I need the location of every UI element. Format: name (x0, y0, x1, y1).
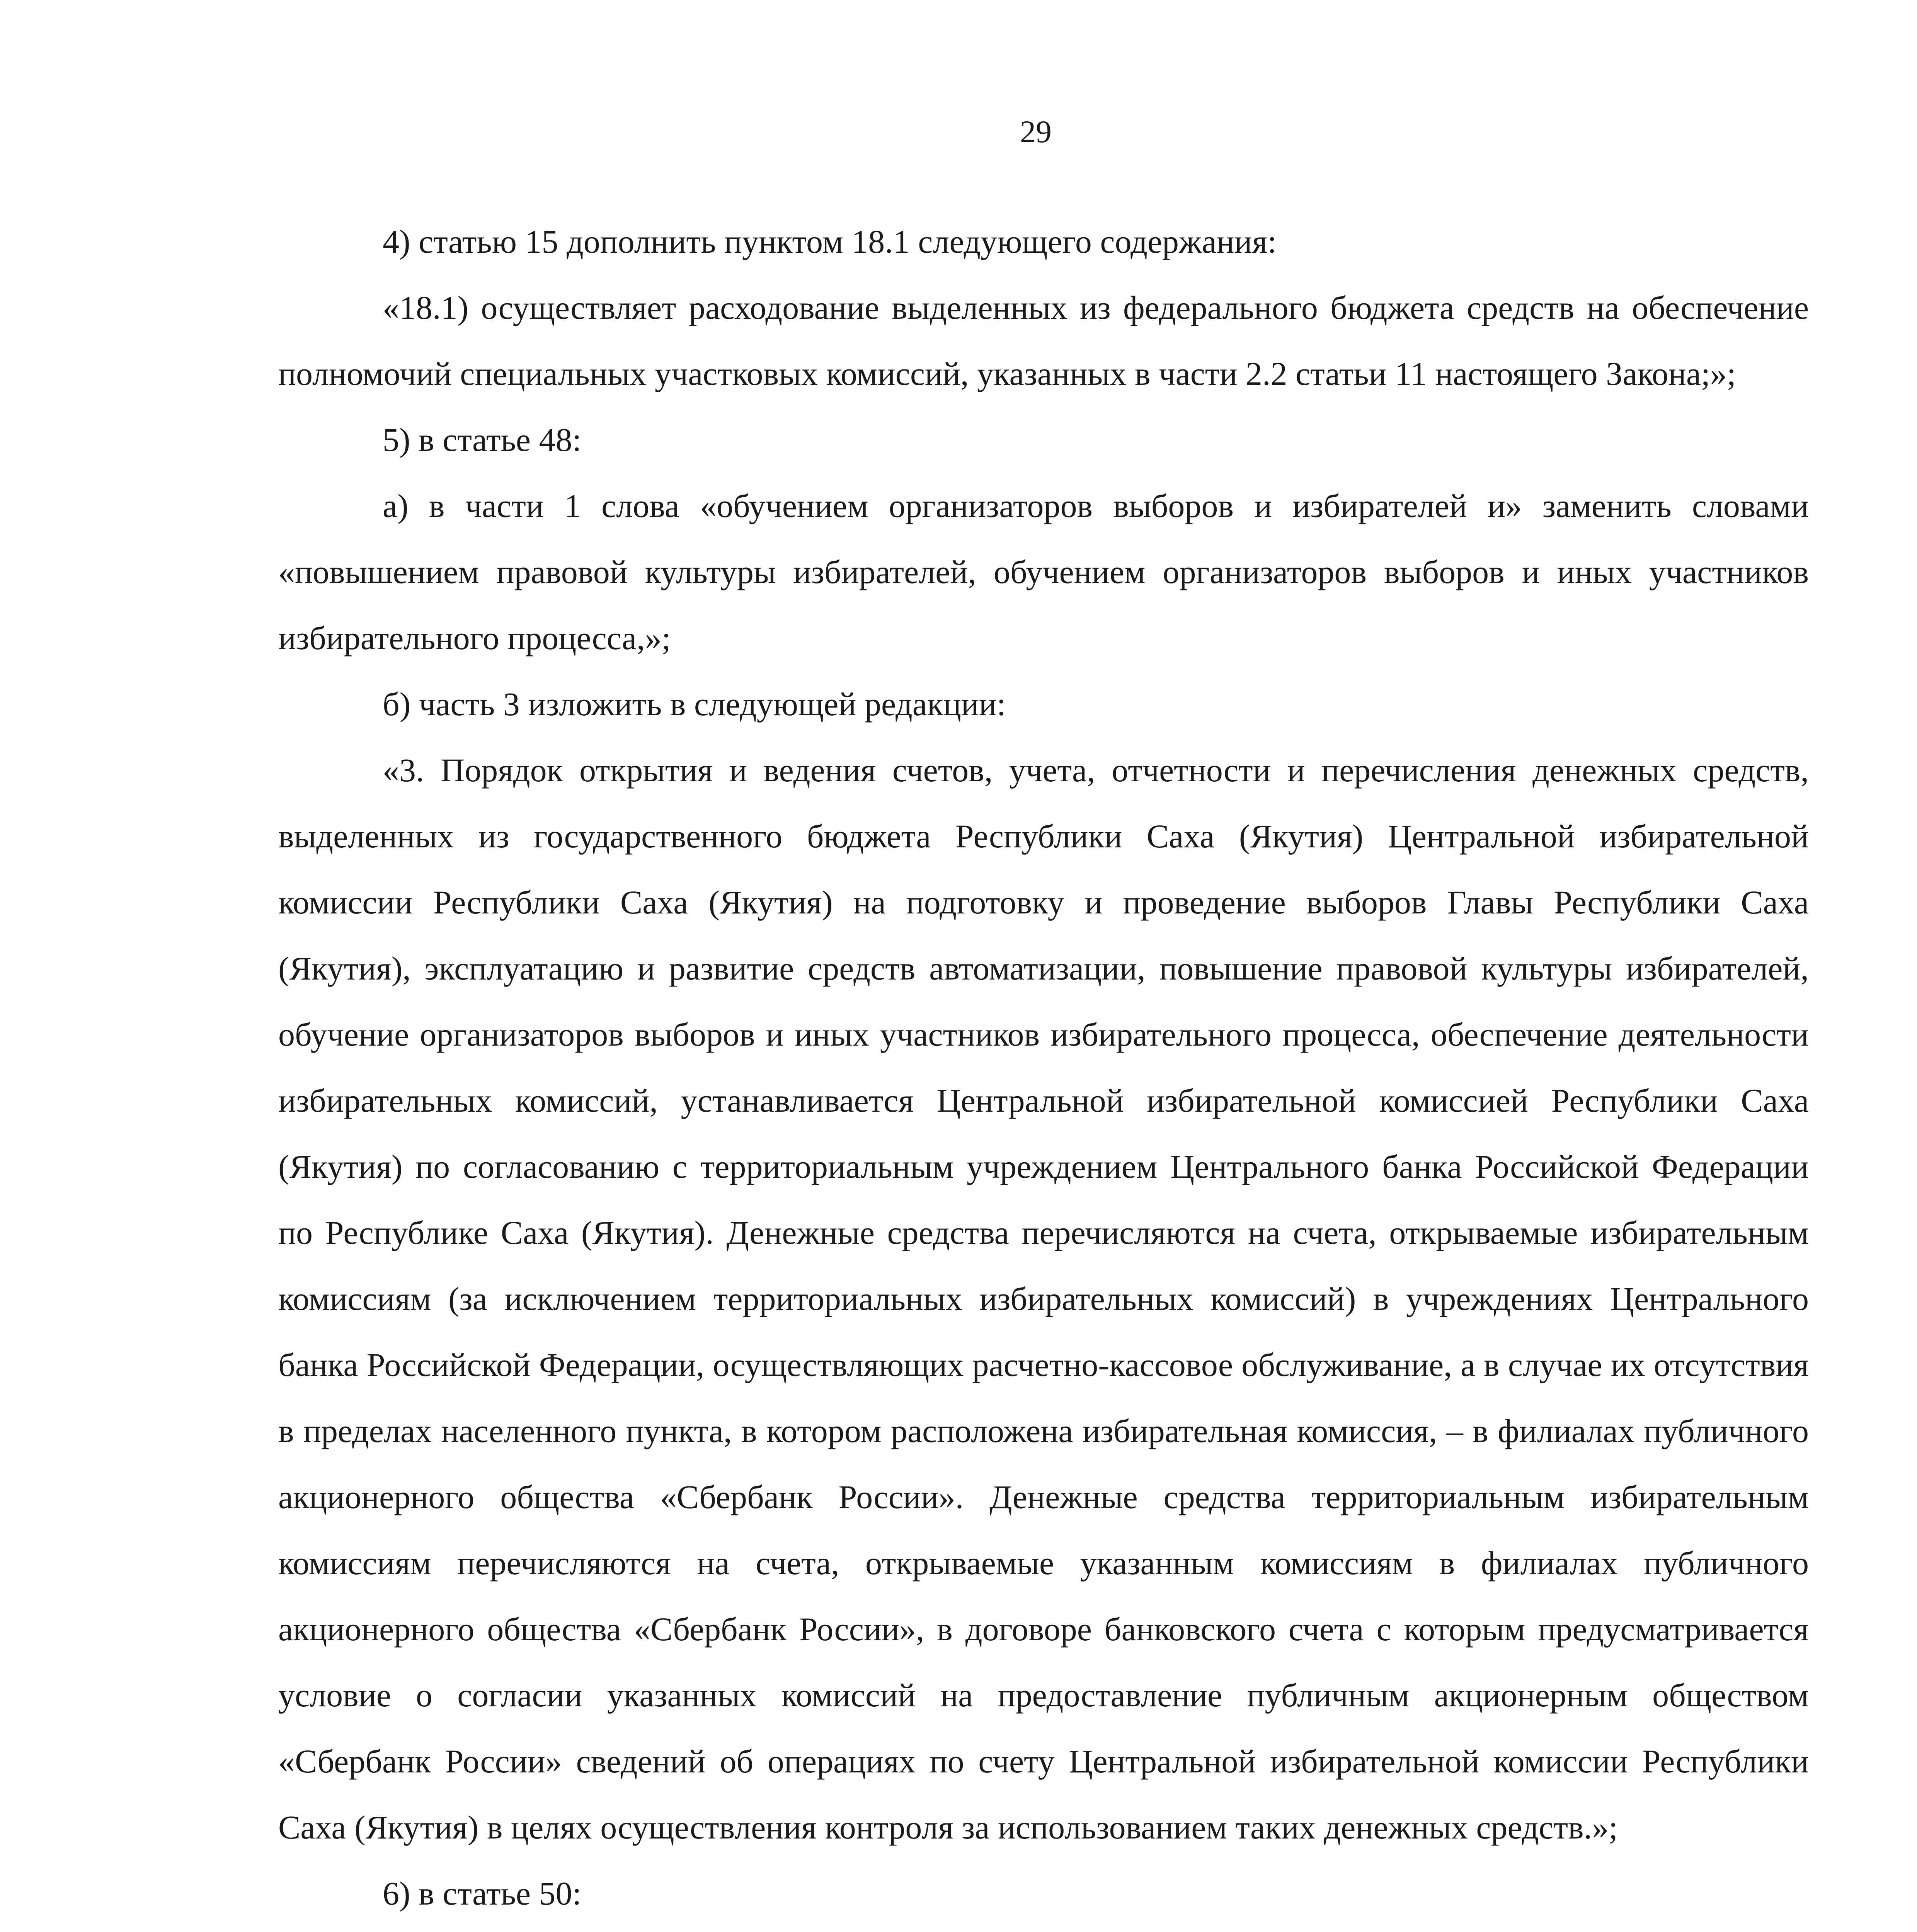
paragraph-article-15: 4) статью 15 дополнить пунктом 18.1 следующего содержания: (383, 223, 1277, 260)
paragraph-article-48-b: б) часть 3 изложить в следующей редакции: (383, 685, 1006, 723)
paragraph-clause-18-1: «18.1) осуществляет расходование выделенных из федерального бюджета средств на обеспечение полномочий специальных участковых комиссий, указанных в части 2.2 статьи 11 настоящего Закона;»; (278, 289, 1809, 392)
paragraph-article-48: 5) в статье 48: (383, 421, 582, 458)
paragraph-article-50: 6) в статье 50: (383, 1875, 582, 1912)
paragraph-article-48-a: а) в части 1 слова «обучением организаторов выборов и избирателей и» заменить словами «повышением правовой культуры избирателей, обучением организаторов выборов и иных участников избирательного процесса,»; (278, 487, 1809, 656)
page-number: 29 (1020, 114, 1052, 149)
document-body (278, 209, 1809, 1932)
paragraph-part-3-text: «3. Порядок открытия и ведения счетов, учета, отчетности и перечисления денежных средств, выделенных из государственного бюджета Республики Саха (Якутия) Центральной избирательной комиссии Республики Саха (Якутия) на подготовку и проведение выборов Главы Республики Саха (Якутия), эксплуатацию и развитие средств автоматизации, повышение правовой культуры избирателей, обучение организаторов выборов и иных участников избирательного процесса, обеспечение деятельности избирательных комиссий, устанавливается Центральной избирательной комиссией Республики Саха (Якутия) по согласованию с территориальным учреждением Центрального банка Российской Федерации по Республике Саха (Якутия). Денежные средства перечисляются на счета, открываемые избирательным комиссиям (за исключением территориальных избирательных комиссий) в учреждениях Центрального банка Российской Федерации, осуществляющих расчетно-кассовое обслуживание, а в случае их отсутствия в пределах населенного пункта, в котором расположена избирательная комиссия, – в филиалах публичного акционерного общества «Сбербанк России». Денежные средства территориальным избирательным комиссиям перечисляются на счета, открываемые указанным комиссиям в филиалах публичного акционерного общества «Сбербанк России», в договоре банковского счета с которым предусматривается условие о согласии указанных комиссий на предоставление публичным акционерным обществом «Сбербанк России» сведений об операциях по счету Центральной избирательной комиссии Республики Саха (Якутия) в целях осуществления контроля за использованием таких денежных средств.»; (278, 752, 1809, 1846)
paragraph-article-50-a (278, 1927, 1809, 1932)
